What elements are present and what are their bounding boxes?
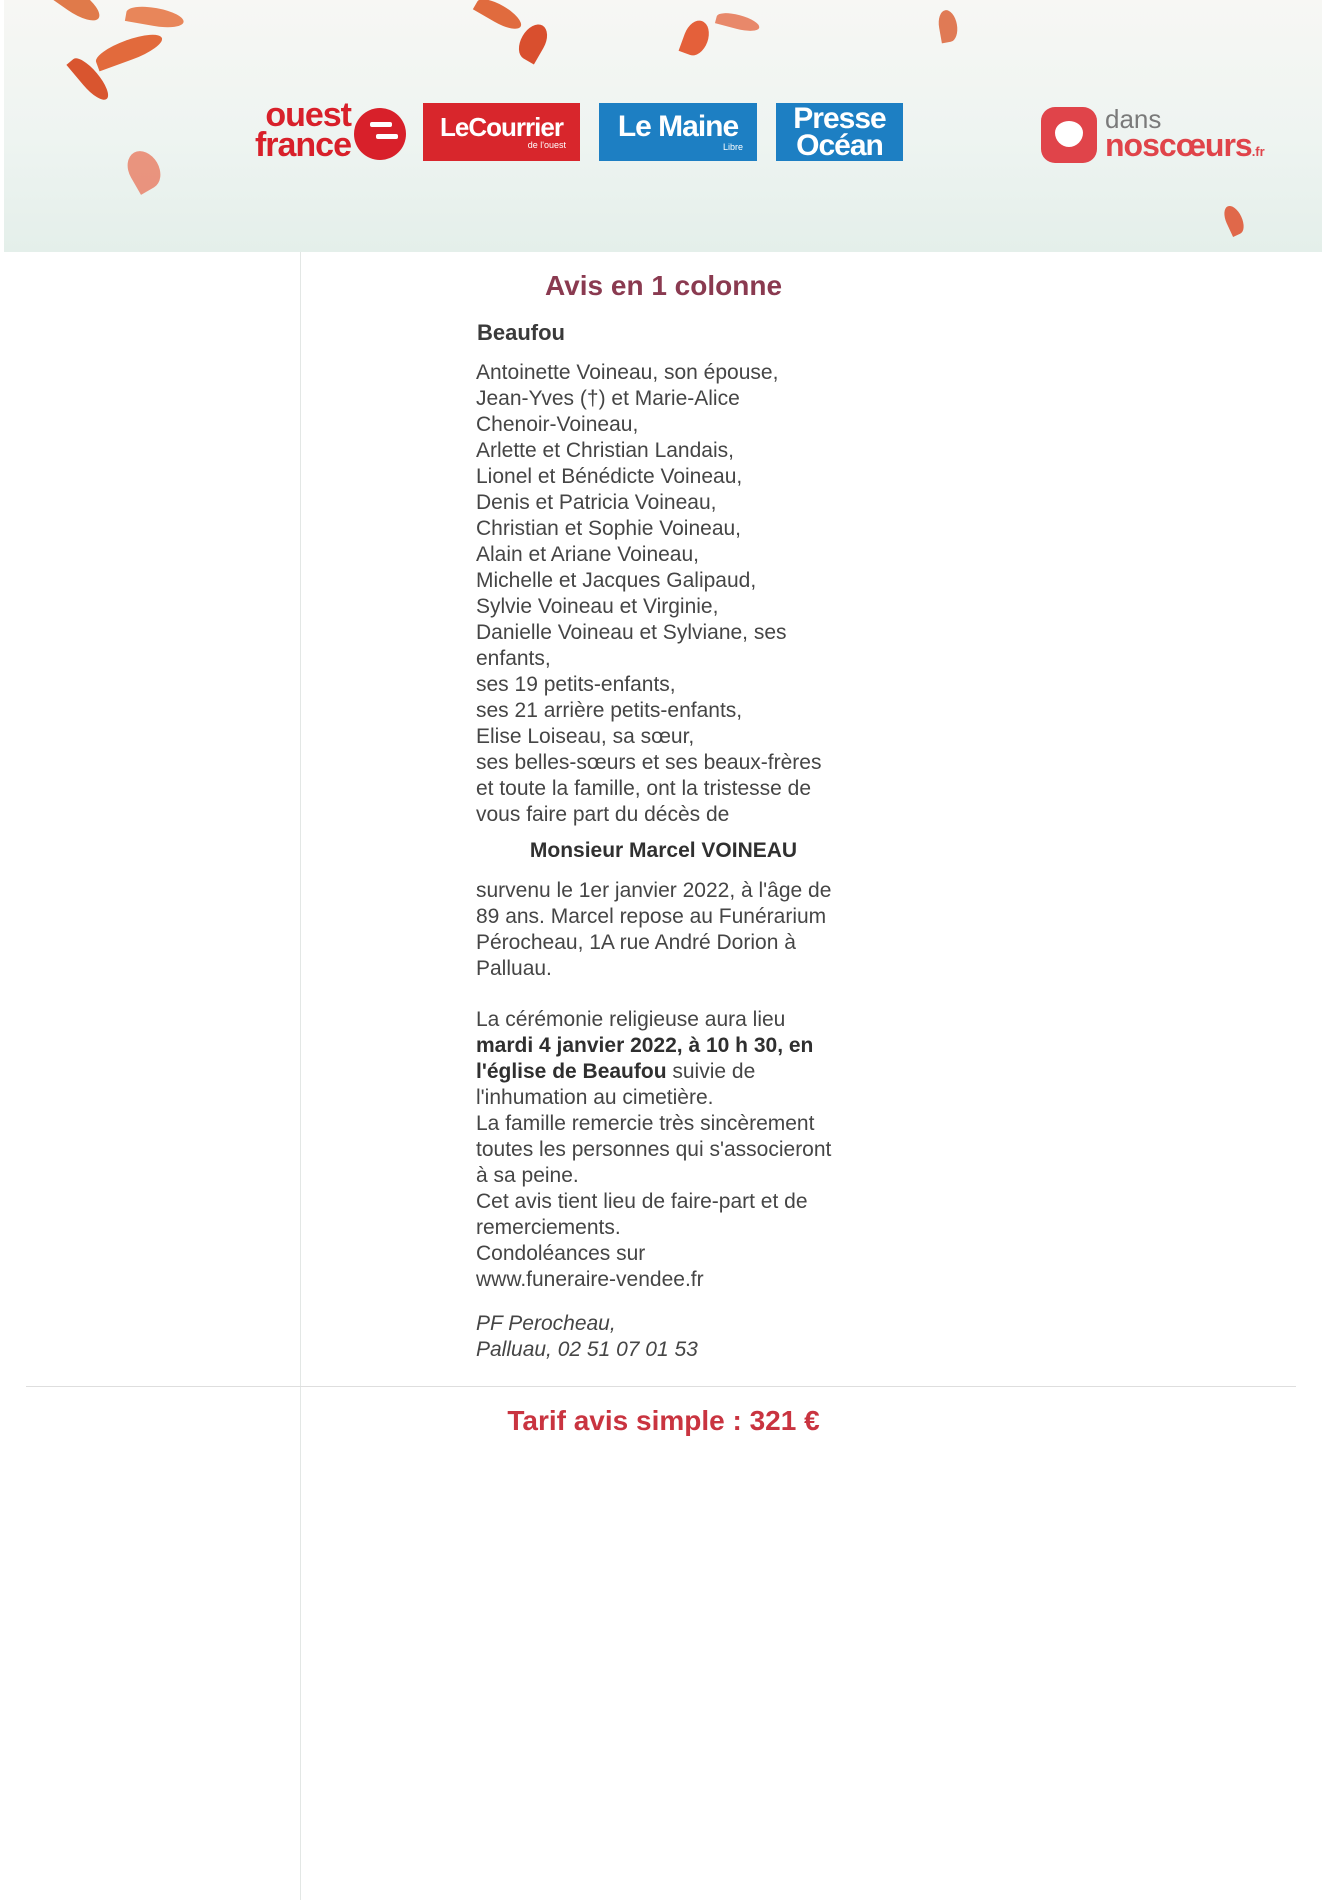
ceremony-line: Cet avis tient lieu de faire-part et de [476,1190,808,1213]
family-line: et toute la famille, ont la tristesse de [476,777,812,800]
funeral-home-signature [476,1311,896,1363]
family-line: Chenoir-Voineau, [476,413,639,436]
detail-line: survenu le 1er janvier 2022, à l'âge de [476,879,832,902]
family-line: Lionel et Bénédicte Voineau, [476,465,743,488]
ouest-france-emblem-icon [354,108,406,160]
heart-icon [1041,107,1097,163]
family-line: Antoinette Voineau, son épouse, [476,361,779,384]
family-line: Arlette et Christian Landais, [476,439,734,462]
presse-ocean-logo: Presse Océan [776,103,903,161]
family-line: Michelle et Jacques Galipaud, [476,569,757,592]
leaf-decoration [121,145,167,195]
ceremony-location: l'église de Beaufou [476,1060,667,1083]
notice-place: Beaufou [477,320,565,345]
leaf-decoration [43,0,105,27]
leaf-decoration [125,3,185,31]
ceremony-line: Condoléances sur [476,1242,646,1265]
family-line: Jean-Yves (†) et Marie-Alice [476,387,740,410]
ceremony-line: remerciements. [476,1216,621,1239]
family-line: Denis et Patricia Voineau, [476,491,717,514]
leaf-decoration [936,9,959,44]
funeral-home-name: PF Perocheau, [476,1312,616,1335]
family-line: ses 19 petits-enfants, [476,673,676,696]
family-line: ses belles-sœurs et ses beaux-frères [476,751,822,774]
family-list [476,360,896,828]
detail-line: Pérocheau, 1A rue André Dorion à [476,931,796,954]
ceremony-intro: La cérémonie religieuse aura lieu [476,1008,786,1031]
condolences-url: www.funeraire-vendee.fr [476,1268,704,1291]
dans-nos-coeurs-logo: dans noscœurs.fr [1041,107,1265,163]
ceremony-line: La famille remercie très sincèrement [476,1112,815,1135]
family-line: Sylvie Voineau et Virginie, [476,595,719,618]
ouest-france-wordmark: ouest france [254,96,351,164]
ceremony-line: l'inhumation au cimetière. [476,1086,714,1109]
detail-line: 89 ans. Marcel repose au Funérarium [476,905,827,928]
family-line: ses 21 arrière petits-enfants, [476,699,743,722]
leaf-decoration [715,10,761,35]
funeral-home-contact: Palluau, 02 51 07 01 53 [476,1338,698,1361]
ceremony-details: La cérémonie religieuse aura lieu mardi 4 janvier 2022, à 10 h 30, en l'église de Beaufou suivie de l'inhumation au cimetière. La famille remercie très sincèrement toutes les personnes qui s'associeront à sa peine. Cet avis tient lieu de faire-part et de remerciements. Condoléances sur www.funeraire-vendee.fr [476,1007,896,1293]
family-line: Danielle Voineau et Sylviane, ses [476,621,787,644]
death-details [476,878,896,982]
leaf-decoration [679,17,714,59]
page-fold-line [300,0,301,1900]
ouest-france-logo [226,96,406,166]
leaf-decoration [1220,203,1247,237]
family-line: Christian et Sophie Voineau, [476,517,742,540]
leaf-decoration [93,29,166,72]
detail-line: Palluau. [476,957,552,980]
family-line: Elise Loiseau, sa sœur, [476,725,695,748]
leaf-decoration [473,0,525,34]
notice-title: Avis en 1 colonne [544,270,783,301]
divider [26,1386,1296,1387]
ceremony-line: à sa peine. [476,1164,579,1187]
ceremony-date: mardi 4 janvier 2022, à 10 h 30, en [476,1034,814,1057]
family-line: Alain et Ariane Voineau, [476,543,700,566]
le-courrier-logo: LeCourrier de l'ouest [423,103,580,161]
family-line: enfants, [476,647,551,670]
price-label: Tarif avis simple : 321 € [507,1405,820,1436]
le-maine-libre-logo: Le Maine Libre [599,103,757,161]
header-banner [4,0,1322,252]
family-line: vous faire part du décès de [476,803,730,826]
deceased-name: Monsieur Marcel VOINEAU [529,839,798,862]
ceremony-line: toutes les personnes qui s'associeront [476,1138,832,1161]
